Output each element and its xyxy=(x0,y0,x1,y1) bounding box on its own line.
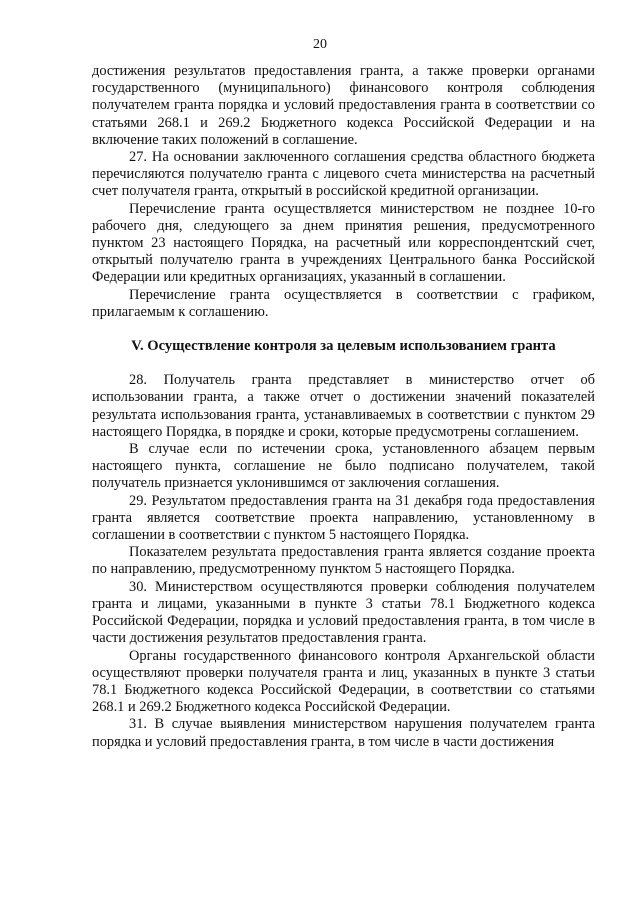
document-body xyxy=(92,63,595,751)
paragraph-transfer-schedule: Перечисление гранта осуществляется в соответствии с графиком, прилагаемым к соглашению. xyxy=(92,286,595,320)
page-number: 20 xyxy=(313,37,327,52)
paragraph-transfer-deadline: Перечисление гранта осуществляется министерством не позднее 10-го рабочего дня, следующего за днем принятия решения, предусмотренного пунктом 23 настоящего Порядка, на расчетный или корреспондентский счет, открытый получателю гранта в учреждениях Центрального банка Российской Федерации или кредитных организациях, указанный в соглашении. xyxy=(92,200,595,286)
paragraph-29: 29. Результатом предоставления гранта на 31 декабря года предоставления гранта является соответствие проекта направлению, установленному в соглашении в соответствии с пунктом 5 настоящего Порядка. xyxy=(92,492,595,544)
paragraph-continuation: достижения результатов предоставления гранта, а также проверки органами государственного (муниципального) финансового контроля соблюдения получателем гранта порядка и условий предоставления гранта в соответствии со статьями 268.1 и 269.2 Бюджетного кодекса Российской Федерации и на включение таких положений в соглашение. xyxy=(92,63,595,148)
paragraph-30-control-bodies: Органы государственного финансового контроля Архангельской области осуществляют проверки получателя гранта и лиц, указанных в пункте 3 статьи 78.1 Бюджетного кодекса Российской Федерации, в соответствии со статьями 268.1 и 269.2 Бюджетного кодекса Российской Федерации. xyxy=(92,647,595,716)
paragraph-27: 27. На основании заключенного соглашения средства областного бюджета перечисляются получателю гранта с лицевого счета министерства на расчетный счет получателя гранта, открытый в российской кредитной организации. xyxy=(92,149,595,200)
section-spacer xyxy=(92,321,595,338)
paragraph-31: 31. В случае выявления министерством нарушения получателем гранта порядка и условий предоставления гранта, в том числе в части достижения xyxy=(92,716,595,750)
paragraph-28-evasion: В случае если по истечении срока, установленного абзацем первым настоящего пункта, соглашение не было подписано получателем, такой получатель признается уклонившимся от заключения соглашения. xyxy=(92,441,595,492)
paragraph-29-indicator: Показателем результата предоставления гранта является создание проекта по направлению, предусмотренному пунктом 5 настоящего Порядка. xyxy=(92,544,595,578)
paragraph-28: 28. Получатель гранта представляет в министерство отчет об использовании гранта, а также отчет о достижении значений показателей результата использования гранта, устанавливаемых в соответствии с пунктом 29 настоящего Порядка, в порядке и сроки, которые предусмотрены соглашением. xyxy=(92,372,595,440)
section-title: V. Осуществление контроля за целевым использованием гранта xyxy=(131,338,556,355)
paragraph-30: 30. Министерством осуществляются проверки соблюдения получателем гранта и лицами, указанными в пункте 3 статьи 78.1 Бюджетного кодекса Российской Федерации, порядка и условий предоставления гранта, в том числе в части достижения результатов предоставления гранта. xyxy=(92,578,595,647)
section-spacer xyxy=(92,355,595,372)
